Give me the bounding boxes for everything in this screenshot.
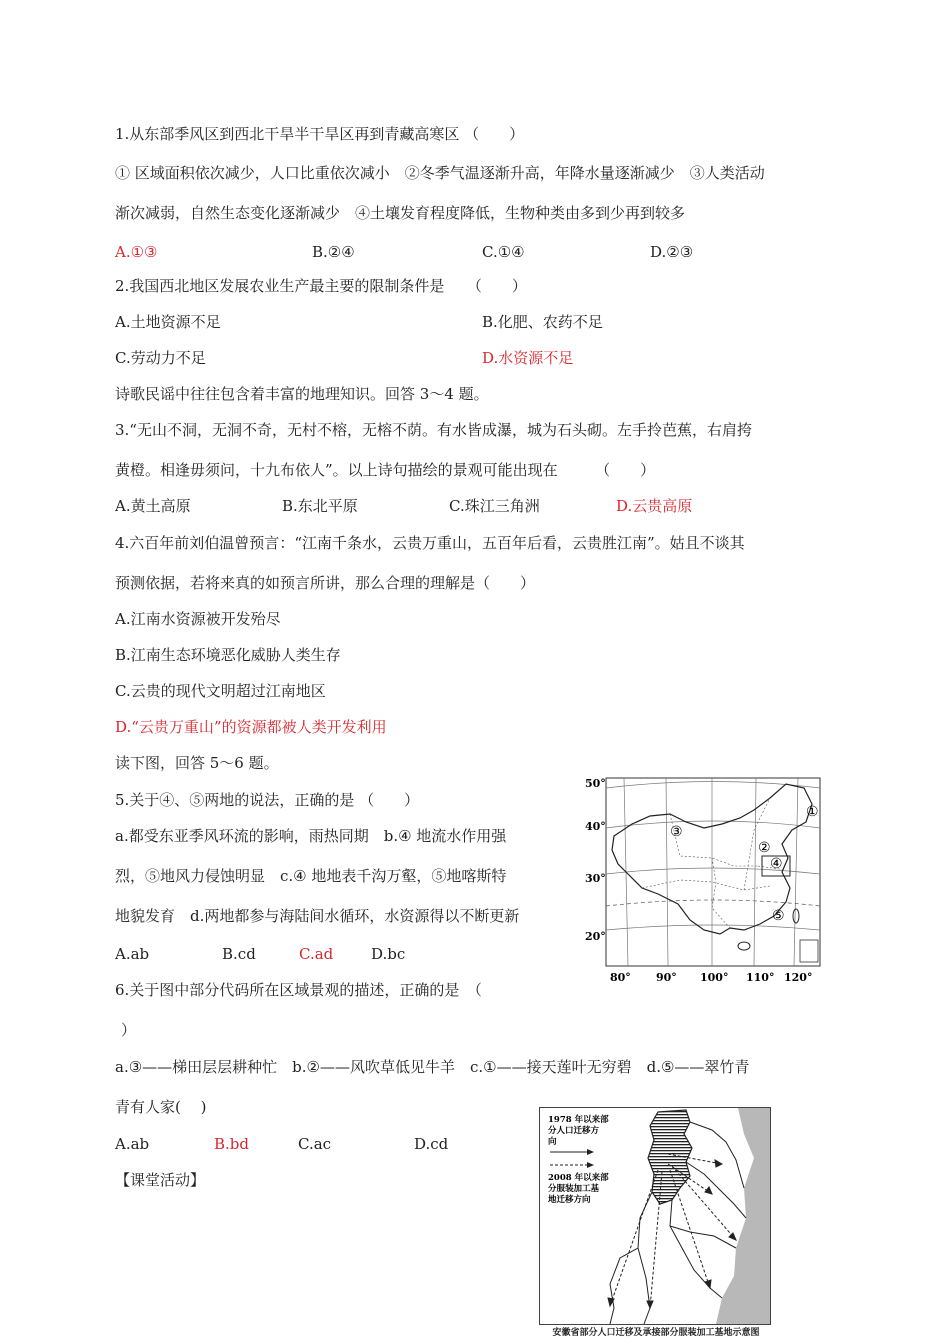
legend1-line2: 分人口迁移方 xyxy=(548,1126,600,1136)
anhui-map-svg xyxy=(540,1108,770,1324)
q5-stem: 5.关于④、⑤两地的说法，正确的是 （ ） xyxy=(115,791,420,809)
q4-line2: 预测依据，若将来真的如预言所讲，那么合理的理解是（ ） xyxy=(115,574,536,592)
q2-option-a: A.土地资源不足 xyxy=(115,313,221,331)
q5-option-c: C.ad xyxy=(299,945,334,963)
q1-option-c: C.①④ xyxy=(482,243,525,261)
q4-option-a: A.江南水资源被开发殆尽 xyxy=(115,610,281,628)
q6-line1: a.③——梯田层层耕种忙 b.②——风吹草低见牛羊 c.①——接天莲叶无穷碧 d.⑤——翠竹青 xyxy=(115,1058,750,1076)
q6-stem-close: ） xyxy=(121,1021,137,1039)
marker-1: ① xyxy=(806,804,819,820)
q5-line3: 地貌发育 d.两地都参与海陆间水循环，水资源得以不断更新 xyxy=(115,907,520,925)
q6-option-c: C.ac xyxy=(298,1135,332,1153)
lat-label-30: 30° xyxy=(585,872,606,885)
q6-option-a: A.ab xyxy=(115,1135,150,1153)
q6-option-d: D.cd xyxy=(414,1135,449,1153)
q3-line2: 黄橙。相逢毋须问，十九布依人”。以上诗句描绘的景观可能出现在 （ ） xyxy=(115,461,656,479)
legend2-line2: 分服装加工基 xyxy=(548,1184,600,1194)
q4-option-b: B.江南生态环境恶化威胁人类生存 xyxy=(115,646,341,664)
q6-stem: 6.关于图中部分代码所在区域景观的描述，正确的是 （ xyxy=(115,981,482,999)
q6-line2: 青有人家( ) xyxy=(115,1098,207,1116)
q4-option-d: D.“云贵万重山”的资源都被人类开发利用 xyxy=(115,718,387,736)
lon-label-110: 110° xyxy=(746,971,775,984)
legend1-line3: 向 xyxy=(548,1137,557,1147)
q2-stem: 2.我国西北地区发展农业生产最主要的限制条件是 （ ） xyxy=(115,277,527,295)
lon-label-80: 80° xyxy=(610,971,631,984)
q1-line1: ① 区域面积依次减少，人口比重依次减小 ②冬季气温逐渐升高，年降水量逐渐减少 ③人类活动 xyxy=(115,164,765,182)
q6-option-b: B.bd xyxy=(214,1135,249,1153)
lat-label-20: 20° xyxy=(585,930,606,943)
q2-option-b: B.化肥、农药不足 xyxy=(482,313,603,331)
lon-label-90: 90° xyxy=(656,971,677,984)
q3-option-b: B.东北平原 xyxy=(282,497,358,515)
q3-option-c: C.珠江三角洲 xyxy=(449,497,540,515)
anhui-map-figure xyxy=(539,1107,771,1325)
marker-2: ② xyxy=(758,840,771,856)
q4-option-c: C.云贵的现代文明超过江南地区 xyxy=(115,682,326,700)
q3-option-a: A.黄土高原 xyxy=(115,497,191,515)
intro-3-4: 诗歌民谣中往往包含着丰富的地理知识。回答 3～4 题。 xyxy=(115,385,489,403)
lat-label-50: 50° xyxy=(585,777,606,790)
q2-option-d: D.水资源不足 xyxy=(482,349,574,367)
section-classroom-activity: 【课堂活动】 xyxy=(115,1171,206,1189)
lon-label-120: 120° xyxy=(784,971,813,984)
q5-option-b: B.cd xyxy=(222,945,256,963)
legend1-line1: 1978 年以来部 xyxy=(548,1115,609,1125)
china-map-figure xyxy=(584,770,824,988)
china-map-svg xyxy=(584,770,824,988)
q4-line1: 4.六百年前刘伯温曾预言：“江南千条水，云贵万重山，五百年后看，云贵胜江南”。姑且不谈其 xyxy=(115,534,745,552)
intro-5-6: 读下图，回答 5～6 题。 xyxy=(115,754,279,772)
q1-option-b: B.②④ xyxy=(312,243,355,261)
q1-line2: 渐次减弱，自然生态变化逐渐减少 ④土壤发育程度降低，生物种类由多到少再到较多 xyxy=(115,204,686,222)
q5-line2: 烈，⑤地风力侵蚀明显 c.④ 地地表千沟万壑，⑤地喀斯特 xyxy=(115,867,507,885)
q5-option-d: D.bc xyxy=(371,945,406,963)
q3-option-d: D.云贵高原 xyxy=(616,497,693,515)
lat-label-40: 40° xyxy=(585,820,606,833)
legend2-line1: 2008 年以来部 xyxy=(548,1173,609,1183)
legend2-line3: 地迁移方向 xyxy=(548,1195,591,1205)
q1-stem: 1.从东部季风区到西北干旱半干旱区再到青藏高寒区 （ ） xyxy=(115,125,525,143)
q3-line1: 3.“无山不洞，无洞不奇，无村不榕，无榕不荫。有水皆成瀑，城为石头砌。左手拎芭蕉，右肩挎 xyxy=(115,421,752,439)
marker-3: ③ xyxy=(670,824,683,840)
q2-option-c: C.劳动力不足 xyxy=(115,349,206,367)
marker-4: ④ xyxy=(770,856,783,872)
anhui-map-caption: 安徽省部分人口迁移及承接部分服装加工基地示意图 xyxy=(552,1328,760,1338)
q5-option-a: A.ab xyxy=(115,945,150,963)
marker-5: ⑤ xyxy=(772,908,785,924)
q1-option-d: D.②③ xyxy=(650,243,694,261)
lon-label-100: 100° xyxy=(700,971,729,984)
q1-option-a: A.①③ xyxy=(115,243,158,261)
q5-line1: a.都受东亚季风环流的影响，雨热同期 b.④ 地流水作用强 xyxy=(115,827,507,845)
